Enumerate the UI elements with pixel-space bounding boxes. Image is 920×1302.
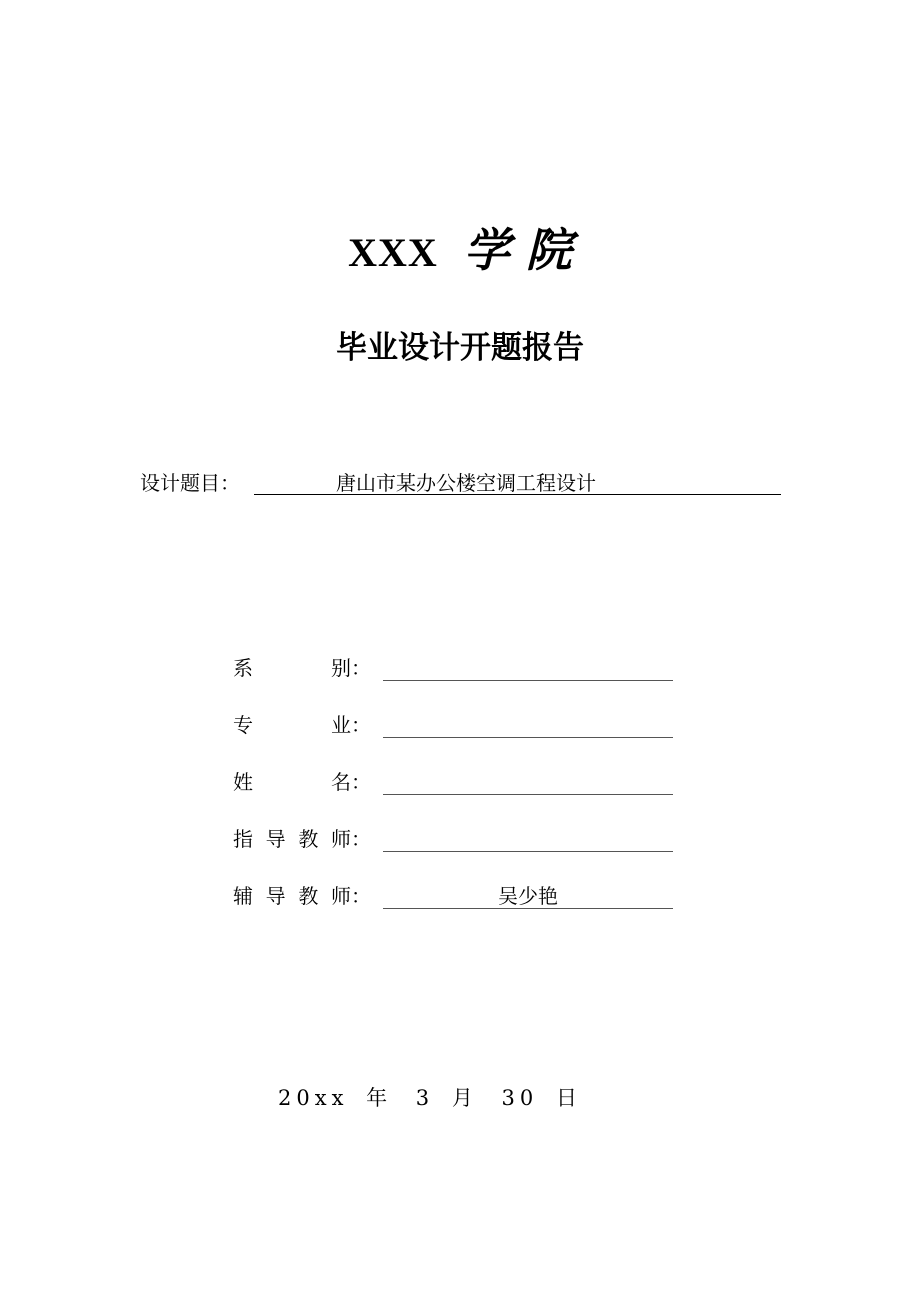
- department-row: [233, 652, 673, 684]
- assistant-supervisor-row: [233, 880, 673, 912]
- student-name-label-char: 姓: [233, 770, 253, 794]
- date-year-unit: 年: [366, 1086, 393, 1110]
- student-name-underline: [383, 766, 673, 795]
- supervisor-label-char: 师：: [330, 827, 371, 851]
- assistant-supervisor-label-char: 辅: [233, 884, 253, 908]
- assistant-supervisor-value: 吴少艳: [498, 884, 558, 908]
- school-name-latin: XXX: [348, 230, 438, 275]
- major-label-char: 业：: [331, 713, 371, 737]
- major-label: [233, 709, 371, 741]
- date-day-unit: 日: [555, 1086, 582, 1110]
- supervisor-label-char: 教: [298, 827, 319, 851]
- report-title: 毕业设计开题报告: [336, 330, 584, 366]
- report-date: [278, 1082, 582, 1114]
- department-label-char: 系: [233, 656, 253, 680]
- supervisor-row: [233, 823, 673, 855]
- supervisor-label: [233, 823, 371, 855]
- supervisor-label-char: 导: [265, 827, 286, 851]
- department-underline: [383, 652, 673, 681]
- major-underline: [383, 709, 673, 738]
- department-label-char: 别：: [331, 656, 371, 680]
- student-name-row: [233, 766, 673, 798]
- assistant-supervisor-label: [233, 880, 371, 912]
- supervisor-underline: [383, 823, 673, 852]
- design-topic-row: [140, 468, 782, 498]
- student-name-label-char: 名：: [331, 770, 371, 794]
- assistant-supervisor-label-char: 教: [298, 884, 319, 908]
- date-month-unit: 月: [451, 1086, 478, 1110]
- design-topic-value: 唐山市某办公楼空调工程设计: [336, 471, 596, 495]
- assistant-supervisor-label-char: 师：: [330, 884, 371, 908]
- design-topic-label: 设计题目：: [140, 471, 240, 495]
- date-year: 20xx: [278, 1086, 349, 1110]
- major-row: [233, 709, 673, 741]
- supervisor-label-char: 指: [233, 827, 253, 851]
- date-month: 3: [415, 1086, 435, 1110]
- school-name-cjk: 学 院: [463, 223, 572, 277]
- assistant-supervisor-label-char: 导: [265, 884, 286, 908]
- student-name-label: [233, 766, 371, 798]
- major-label-char: 专: [233, 713, 253, 737]
- school-name: [0, 222, 920, 281]
- department-label: [233, 652, 371, 684]
- date-day: 30: [501, 1086, 539, 1110]
